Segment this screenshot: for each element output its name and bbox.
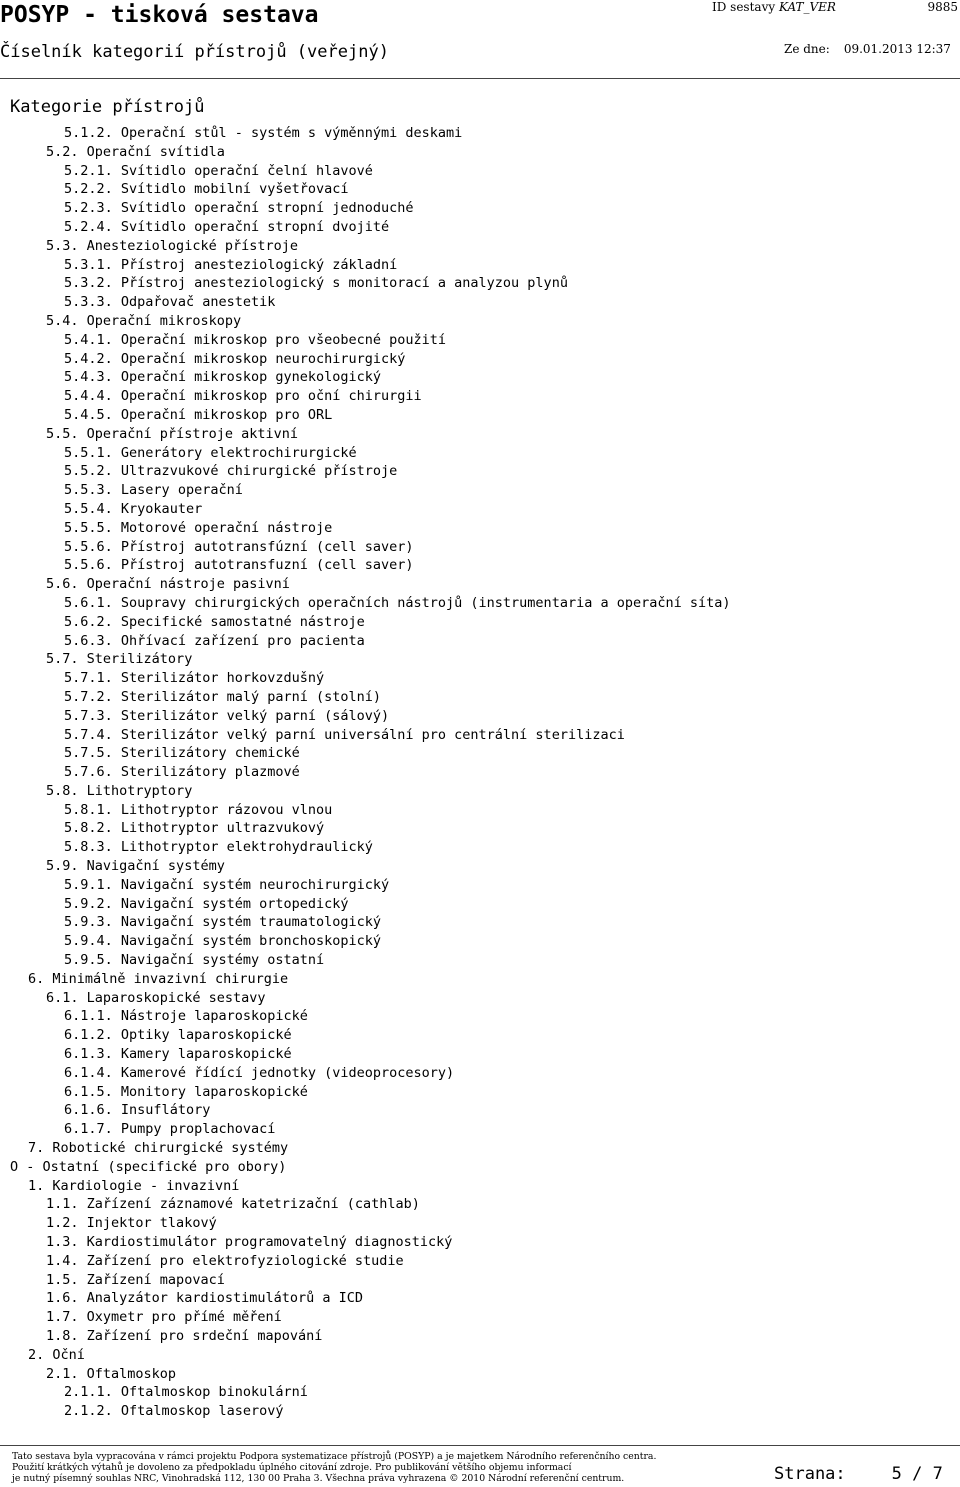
footer-line: Tato sestava byla vypracována v rámci projektu Podpora systematizace přístrojů (POSYP) a je majetkem Národního referenčního centra. xyxy=(12,1451,657,1462)
item-code: 1. xyxy=(28,1177,45,1194)
list-item xyxy=(0,1045,731,1064)
item-label: Operační mikroskop neurochirurgický xyxy=(120,350,406,367)
list-item xyxy=(0,1120,731,1139)
item-code: 5.7.4. xyxy=(64,726,113,743)
item-label: Přístroj autotransfuzní (cell saver) xyxy=(120,557,414,574)
item-label: Minimálně invazivní chirurgie xyxy=(52,970,289,987)
item-code: 5.4.5. xyxy=(64,406,113,423)
item-code: 5.7. xyxy=(46,651,79,668)
item-code: 6.1.7. xyxy=(64,1121,113,1138)
item-label: Generátory elektrochirurgické xyxy=(120,444,357,461)
item-code: 5.9.1. xyxy=(64,876,113,893)
list-item xyxy=(0,519,731,538)
item-label: Operační stůl - systém s výměnnými deskami xyxy=(120,125,463,141)
item-code: 5.5.1. xyxy=(64,444,113,461)
item-label: Insuflátory xyxy=(120,1102,211,1119)
item-code: 5.6. xyxy=(46,576,79,593)
item-code: 1.3. xyxy=(46,1234,79,1251)
item-code: 5.3.1. xyxy=(64,256,113,273)
item-label: Přístroj anesteziologický s monitorací a analyzou plynů xyxy=(120,275,568,292)
item-label: Odpařovač anestetik xyxy=(120,294,276,311)
item-code: 5.9. xyxy=(46,858,79,875)
item-code: 5.9.2. xyxy=(64,895,113,912)
item-label: Analyzátor kardiostimulátorů a ICD xyxy=(86,1290,363,1307)
item-code: 1.4. xyxy=(46,1252,79,1269)
item-code: 2.1.2. xyxy=(64,1403,113,1420)
item-label: Optiky laparoskopické xyxy=(120,1027,292,1044)
item-code: 7. xyxy=(28,1140,45,1157)
list-item xyxy=(0,1101,731,1120)
item-label: Lithotryptor elektrohydraulický xyxy=(120,839,373,856)
item-label: Svítidlo operační stropní dvojité xyxy=(120,218,390,235)
item-code: 5.9.4. xyxy=(64,933,113,950)
item-label: Lithotryptor ultrazvukový xyxy=(120,820,325,837)
item-code: 5.2.2. xyxy=(64,181,113,198)
report-id xyxy=(712,0,836,14)
list-item xyxy=(0,763,731,782)
item-code: 5.7.2. xyxy=(64,688,113,705)
list-item xyxy=(0,538,731,557)
item-label: Lithotryptor rázovou vlnou xyxy=(120,801,333,818)
list-item xyxy=(0,838,731,857)
list-item xyxy=(0,1007,731,1026)
footer-line: je nutný písemný souhlas NRC, Vinohradská 112, 130 00 Praha 3. Všechna práva vyhrazena © 2010 Národní referenční centrum. xyxy=(12,1472,625,1484)
item-code: 5.6.1. xyxy=(64,594,113,611)
item-code: 1.1. xyxy=(46,1196,79,1213)
list-item xyxy=(0,819,731,838)
item-label: Operační přístroje aktivní xyxy=(86,425,298,442)
item-label: Navigační systém ortopedický xyxy=(120,895,349,912)
item-code: 6.1. xyxy=(46,989,79,1006)
item-code: 5.7.1. xyxy=(64,670,113,687)
list-item xyxy=(0,1083,731,1102)
list-item xyxy=(0,556,731,575)
item-code: 5.2.4. xyxy=(64,218,113,235)
item-label: Svítidlo operační čelní hlavové xyxy=(120,162,373,179)
list-item xyxy=(0,913,731,932)
item-code: 6.1.5. xyxy=(64,1083,113,1100)
list-item xyxy=(0,782,731,801)
list-item xyxy=(0,143,731,162)
list-item xyxy=(0,1064,731,1083)
item-label: Pumpy proplachovací xyxy=(120,1121,276,1138)
list-item xyxy=(0,895,731,914)
item-code: 5.4. xyxy=(46,312,79,329)
item-label: Monitory laparoskopické xyxy=(120,1083,308,1100)
item-label: Operační mikroskopy xyxy=(86,312,242,329)
item-label: Operační mikroskop pro všeobecné použití xyxy=(120,331,447,348)
list-item xyxy=(0,650,731,669)
item-label: Navigační systém traumatologický xyxy=(120,914,382,931)
item-code: 6.1.1. xyxy=(64,1008,113,1025)
item-label: Sterilizátor velký parní (sálový) xyxy=(120,707,390,724)
list-item xyxy=(0,1233,731,1252)
list-item xyxy=(0,1026,731,1045)
item-code: 5.8.2. xyxy=(64,820,113,837)
item-label: Kardiologie - invazivní xyxy=(52,1177,240,1194)
page-label: Strana: xyxy=(774,1464,846,1484)
item-code: 5.8. xyxy=(46,782,79,799)
item-label: Ultrazvukové chirurgické přístroje xyxy=(120,463,398,480)
item-code: 5.2.3. xyxy=(64,200,113,217)
item-code: 5.4.4. xyxy=(64,388,113,405)
item-code: 6.1.2. xyxy=(64,1027,113,1044)
item-code: 5.5.2. xyxy=(64,463,113,480)
list-item xyxy=(0,1383,731,1402)
item-code: 5.6.2. xyxy=(64,613,113,630)
item-code: 5.3. xyxy=(46,237,79,254)
item-label: Robotické chirurgické systémy xyxy=(52,1140,289,1157)
list-item xyxy=(0,350,731,369)
list-item xyxy=(0,368,731,387)
list-item xyxy=(0,1308,731,1327)
list-item xyxy=(0,1139,731,1158)
item-label: Zařízení záznamové katetrizační (cathlab) xyxy=(86,1196,420,1213)
list-item xyxy=(0,1327,731,1346)
list-item xyxy=(0,180,731,199)
list-item xyxy=(0,970,731,989)
item-code: 1.6. xyxy=(46,1290,79,1307)
item-label: Soupravy chirurgických operačních nástrojů (instrumentaria a operační síta) xyxy=(120,594,731,611)
item-label: Oftalmoskop binokulární xyxy=(120,1384,308,1401)
list-item xyxy=(0,237,731,256)
item-code: 2.1. xyxy=(46,1365,79,1382)
list-item xyxy=(0,1365,731,1384)
item-label: Kamery laparoskopické xyxy=(120,1046,292,1063)
list-item xyxy=(0,256,731,275)
item-code: 5.7.3. xyxy=(64,707,113,724)
item-label: Operační mikroskop gynekologický xyxy=(120,369,382,386)
item-code: 5.5. xyxy=(46,425,79,442)
list-item xyxy=(0,425,731,444)
item-label: Sterilizátor horkovzdušný xyxy=(120,670,325,687)
page-number: 5 / 7 xyxy=(891,1464,943,1484)
item-code: 5.3.2. xyxy=(64,275,113,292)
item-label: Oxymetr pro přímé měření xyxy=(86,1309,282,1326)
header-divider xyxy=(0,78,960,79)
list-item xyxy=(0,1252,731,1271)
list-item xyxy=(0,406,731,425)
item-code: 5.2.1. xyxy=(64,162,113,179)
item-code: 5.5.3. xyxy=(64,482,113,499)
item-label: Sterilizátory plazmové xyxy=(120,764,300,781)
category-list xyxy=(0,124,731,1421)
item-label: Navigační systém neurochirurgický xyxy=(120,876,390,893)
list-item xyxy=(0,1289,731,1308)
date-value: 09.01.2013 12:37 xyxy=(843,42,951,56)
list-item xyxy=(0,500,731,519)
item-code: 5.9.3. xyxy=(64,914,113,931)
item-code: 1.5. xyxy=(46,1271,79,1288)
list-item xyxy=(0,331,731,350)
item-code: 5.1.2. xyxy=(64,125,113,141)
item-code: 6.1.3. xyxy=(64,1046,113,1063)
item-label: Zařízení pro elektrofyziologické studie xyxy=(86,1252,404,1269)
item-code: 2. xyxy=(28,1346,45,1363)
item-code: 5.5.6. xyxy=(64,557,113,574)
item-label: Operační mikroskop pro ORL xyxy=(120,406,333,423)
item-code: 5.8.1. xyxy=(64,801,113,818)
list-item xyxy=(0,594,731,613)
list-item xyxy=(0,312,731,331)
item-label: Kardiostimulátor programovatelný diagnostický xyxy=(86,1234,453,1251)
item-label: Specifické samostatné nástroje xyxy=(120,613,365,630)
item-label: Anesteziologické přístroje xyxy=(86,237,298,254)
list-item xyxy=(0,613,731,632)
list-item xyxy=(0,199,731,218)
footer-line: Použití krátkých výtahů je dovoleno za předpokladu úplného citování zdroje. Pro publikování většího objemu informací xyxy=(12,1461,572,1473)
list-item xyxy=(0,1195,731,1214)
list-item xyxy=(0,274,731,293)
item-label: Operační svítidla xyxy=(86,143,225,160)
list-item xyxy=(0,1346,731,1365)
report-subtitle: Číselník kategorií přístrojů (veřejný) xyxy=(0,42,389,62)
item-code: 5.3.3. xyxy=(64,294,113,311)
item-code: 5.9.5. xyxy=(64,952,113,969)
item-label: Lithotryptory xyxy=(86,782,193,799)
list-item xyxy=(0,744,731,763)
list-item xyxy=(0,1158,731,1177)
list-item xyxy=(0,293,731,312)
footer-notice xyxy=(12,1452,656,1484)
list-item xyxy=(0,951,731,970)
item-label: Svítidlo mobilní vyšetřovací xyxy=(120,181,349,198)
item-label: Nástroje laparoskopické xyxy=(120,1008,308,1025)
item-code: 5.5.6. xyxy=(64,538,113,555)
list-item xyxy=(0,707,731,726)
list-item xyxy=(0,989,731,1008)
item-label: Operační mikroskop pro oční chirurgii xyxy=(120,388,422,405)
item-label: Přístroj anesteziologický základní xyxy=(120,256,398,273)
item-code: 2.1.1. xyxy=(64,1384,113,1401)
item-code: O - xyxy=(10,1158,35,1175)
item-code: 5.7.5. xyxy=(64,745,113,762)
list-item xyxy=(0,1214,731,1233)
list-item xyxy=(0,575,731,594)
list-item xyxy=(0,387,731,406)
report-title: POSYP - tisková sestava xyxy=(0,2,319,28)
report-date xyxy=(784,42,951,56)
item-code: 5.8.3. xyxy=(64,839,113,856)
list-item xyxy=(0,857,731,876)
item-label: Lasery operační xyxy=(120,482,243,499)
item-label: Přístroj autotransfúzní (cell saver) xyxy=(120,538,414,555)
date-label: Ze dne: xyxy=(784,42,830,56)
list-item xyxy=(0,1271,731,1290)
item-code: 6. xyxy=(28,970,45,987)
item-code: 5.4.2. xyxy=(64,350,113,367)
item-code: 6.1.6. xyxy=(64,1102,113,1119)
item-code: 5.7.6. xyxy=(64,764,113,781)
item-code: 5.5.4. xyxy=(64,500,113,517)
item-label: Oftalmoskop xyxy=(86,1365,177,1382)
list-item xyxy=(0,462,731,481)
item-label: Navigační systémy ostatní xyxy=(120,952,325,969)
item-code: 5.5.5. xyxy=(64,519,113,536)
item-label: Kryokauter xyxy=(120,500,203,517)
item-label: Oční xyxy=(52,1346,85,1363)
item-code: 1.8. xyxy=(46,1328,79,1344)
list-item xyxy=(0,669,731,688)
section-title: Kategorie přístrojů xyxy=(10,97,205,117)
item-label: Zařízení mapovací xyxy=(86,1271,225,1288)
item-label: Injektor tlakový xyxy=(86,1215,217,1232)
list-item xyxy=(0,801,731,820)
list-item xyxy=(0,444,731,463)
report-id-code: KAT_VER xyxy=(778,0,836,14)
item-code: 5.4.1. xyxy=(64,331,113,348)
item-label: Kamerové řídící jednotky (videoprocesory) xyxy=(120,1064,455,1081)
list-item xyxy=(0,632,731,651)
list-item xyxy=(0,726,731,745)
item-label: Navigační systém bronchoskopický xyxy=(120,933,382,950)
list-item xyxy=(0,932,731,951)
item-label: Motorové operační nástroje xyxy=(120,519,333,536)
item-label: Laparoskopické sestavy xyxy=(86,989,266,1006)
item-code: 5.6.3. xyxy=(64,632,113,649)
item-label: Oftalmoskop laserový xyxy=(120,1403,284,1420)
item-label: Ohřívací zařízení pro pacienta xyxy=(120,632,365,649)
list-item xyxy=(0,1402,731,1421)
item-code: 1.2. xyxy=(46,1215,79,1232)
item-label: Zařízení pro srdeční mapování xyxy=(86,1328,323,1344)
item-label: Sterilizátor malý parní (stolní) xyxy=(120,688,382,705)
page-indicator xyxy=(774,1464,943,1484)
page-id: 9885 xyxy=(927,0,958,14)
item-label: Navigační systémy xyxy=(86,858,225,875)
item-label: Svítidlo operační stropní jednoduché xyxy=(120,200,414,217)
list-item xyxy=(0,218,731,237)
footer-divider xyxy=(0,1445,960,1446)
item-label: Sterilizátor velký parní universální pro centrální sterilizaci xyxy=(120,726,625,743)
item-code: 1.7. xyxy=(46,1309,79,1326)
item-code: 5.4.3. xyxy=(64,369,113,386)
item-label: Sterilizátory xyxy=(86,651,193,668)
list-item xyxy=(0,162,731,181)
list-item xyxy=(0,876,731,895)
item-label: Ostatní (specifické pro obory) xyxy=(42,1158,287,1175)
item-label: Operační nástroje pasivní xyxy=(86,576,290,593)
list-item xyxy=(0,688,731,707)
list-item xyxy=(0,481,731,500)
item-code: 5.2. xyxy=(46,143,79,160)
list-item xyxy=(0,1177,731,1196)
list-item xyxy=(0,124,731,143)
item-code: 6.1.4. xyxy=(64,1064,113,1081)
report-id-label: ID sestavy xyxy=(712,0,776,14)
item-label: Sterilizátory chemické xyxy=(120,745,300,762)
